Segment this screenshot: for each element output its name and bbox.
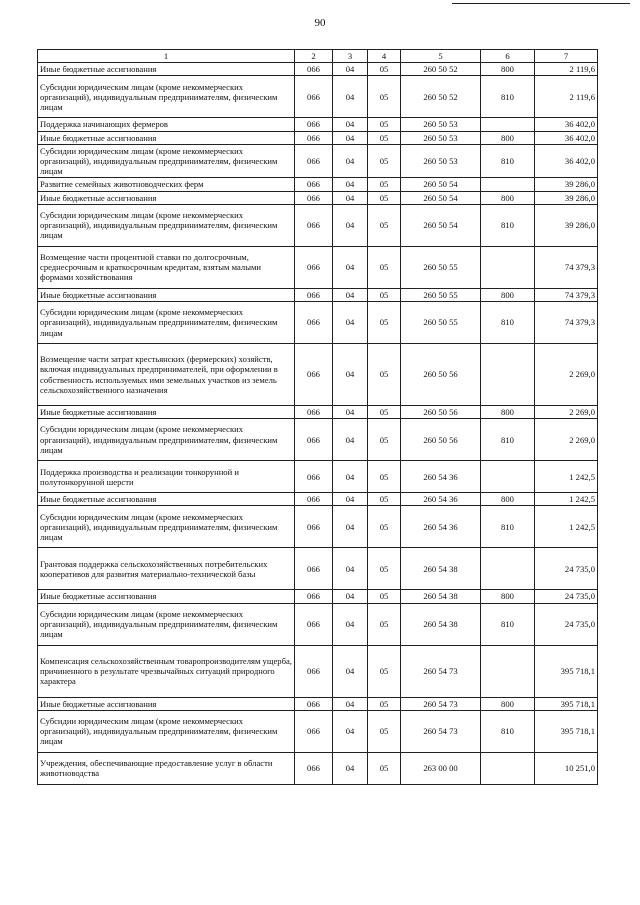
row-code-2-cell: 066	[295, 645, 333, 697]
row-code-2-cell: 066	[295, 752, 333, 784]
row-code-6-cell: 800	[481, 191, 535, 204]
row-code-2-cell: 066	[295, 288, 333, 301]
row-code-4-cell: 05	[368, 493, 401, 506]
row-code-2-cell: 066	[295, 710, 333, 752]
row-code-5-cell: 260 50 54	[401, 178, 481, 191]
row-code-2-cell: 066	[295, 461, 333, 493]
row-code-6-cell	[481, 645, 535, 697]
row-code-5-cell: 260 50 52	[401, 63, 481, 76]
row-name-cell: Иные бюджетные ассигнования	[38, 288, 295, 301]
row-code-6-cell: 810	[481, 506, 535, 548]
row-code-3-cell: 04	[333, 63, 368, 76]
row-amount-cell: 2 119,6	[535, 76, 598, 118]
row-code-3-cell: 04	[333, 344, 368, 406]
row-code-5-cell: 260 50 52	[401, 76, 481, 118]
row-name-cell: Субсидии юридическим лицам (кроме некоммерческих организаций), индивидуальным предпринимателям, физическим лицам	[38, 603, 295, 645]
row-code-6-cell: 810	[481, 419, 535, 461]
row-code-3-cell: 04	[333, 288, 368, 301]
row-code-4-cell: 05	[368, 144, 401, 178]
table-row	[38, 645, 598, 697]
row-code-4-cell: 05	[368, 302, 401, 344]
row-code-5-cell: 260 50 54	[401, 204, 481, 246]
row-name-cell: Развитие семейных животноводческих ферм	[38, 178, 295, 191]
row-code-5-cell: 260 50 53	[401, 144, 481, 178]
row-code-4-cell: 05	[368, 461, 401, 493]
row-amount-cell: 1 242,5	[535, 506, 598, 548]
row-amount-cell: 10 251,0	[535, 752, 598, 784]
table-body	[38, 63, 598, 785]
row-amount-cell: 1 242,5	[535, 493, 598, 506]
row-code-6-cell	[481, 178, 535, 191]
row-code-5-cell: 260 50 56	[401, 344, 481, 406]
row-code-5-cell: 260 54 73	[401, 710, 481, 752]
row-amount-cell: 395 718,1	[535, 645, 598, 697]
row-name-cell: Компенсация сельскохозяйственным товаропроизводителям ущерба, причиненного в результате чрезвычайных ситуаций природного характера	[38, 645, 295, 697]
table-row	[38, 697, 598, 710]
row-name-cell: Субсидии юридическим лицам (кроме некоммерческих организаций), индивидуальным предпринимателям, физическим лицам	[38, 419, 295, 461]
row-code-3-cell: 04	[333, 131, 368, 144]
row-code-2-cell: 066	[295, 144, 333, 178]
row-code-6-cell: 800	[481, 288, 535, 301]
row-amount-cell: 36 402,0	[535, 144, 598, 178]
row-name-cell: Иные бюджетные ассигнования	[38, 63, 295, 76]
table-row	[38, 288, 598, 301]
row-code-5-cell: 260 54 36	[401, 506, 481, 548]
row-name-cell: Возмещение части процентной ставки по долгосрочным, среднесрочным и краткосрочным кредитам, взятым малыми формами хозяйствования	[38, 246, 295, 288]
header-row	[38, 50, 598, 63]
row-code-6-cell: 810	[481, 302, 535, 344]
row-amount-cell: 395 718,1	[535, 697, 598, 710]
row-code-6-cell: 810	[481, 204, 535, 246]
row-code-5-cell: 260 54 36	[401, 461, 481, 493]
row-name-cell: Возмещение части затрат крестьянских (фермерских) хозяйств, включая индивидуальных предпринимателей, при оформлении в собственность используемых ими земельных участков из земель сельскохозяйственного назначения	[38, 344, 295, 406]
row-code-3-cell: 04	[333, 76, 368, 118]
row-code-5-cell: 260 50 53	[401, 131, 481, 144]
row-code-4-cell: 05	[368, 288, 401, 301]
table-row	[38, 191, 598, 204]
row-amount-cell: 36 402,0	[535, 131, 598, 144]
row-code-3-cell: 04	[333, 548, 368, 590]
row-code-5-cell: 260 50 54	[401, 191, 481, 204]
row-code-3-cell: 04	[333, 603, 368, 645]
row-name-cell: Субсидии юридическим лицам (кроме некоммерческих организаций), индивидуальным предпринимателям, физическим лицам	[38, 302, 295, 344]
row-code-4-cell: 05	[368, 590, 401, 603]
row-code-4-cell: 05	[368, 548, 401, 590]
row-code-3-cell: 04	[333, 506, 368, 548]
row-code-6-cell: 800	[481, 131, 535, 144]
row-code-4-cell: 05	[368, 603, 401, 645]
row-amount-cell: 2 119,6	[535, 63, 598, 76]
table-row	[38, 493, 598, 506]
row-code-3-cell: 04	[333, 645, 368, 697]
row-code-4-cell: 05	[368, 246, 401, 288]
row-code-4-cell: 05	[368, 76, 401, 118]
row-code-5-cell: 260 54 38	[401, 603, 481, 645]
row-name-cell: Иные бюджетные ассигнования	[38, 493, 295, 506]
row-code-2-cell: 066	[295, 419, 333, 461]
row-code-4-cell: 05	[368, 131, 401, 144]
row-name-cell: Субсидии юридическим лицам (кроме некоммерческих организаций), индивидуальным предпринимателям, физическим лицам	[38, 76, 295, 118]
row-code-2-cell: 066	[295, 603, 333, 645]
row-code-2-cell: 066	[295, 302, 333, 344]
table-row	[38, 63, 598, 76]
row-code-2-cell: 066	[295, 76, 333, 118]
row-amount-cell: 2 269,0	[535, 344, 598, 406]
row-code-6-cell: 800	[481, 590, 535, 603]
row-code-6-cell: 800	[481, 406, 535, 419]
row-amount-cell: 24 735,0	[535, 603, 598, 645]
row-code-3-cell: 04	[333, 493, 368, 506]
row-code-2-cell: 066	[295, 204, 333, 246]
row-name-cell: Иные бюджетные ассигнования	[38, 697, 295, 710]
row-code-6-cell	[481, 118, 535, 131]
column-header: 2	[295, 50, 333, 63]
row-code-6-cell: 810	[481, 710, 535, 752]
table-row	[38, 461, 598, 493]
row-code-5-cell: 260 50 56	[401, 406, 481, 419]
row-code-5-cell: 263 00 00	[401, 752, 481, 784]
row-code-3-cell: 04	[333, 419, 368, 461]
top-rule	[452, 3, 630, 4]
row-code-2-cell: 066	[295, 118, 333, 131]
row-name-cell: Субсидии юридическим лицам (кроме некоммерческих организаций), индивидуальным предпринимателям, физическим лицам	[38, 710, 295, 752]
row-code-3-cell: 04	[333, 406, 368, 419]
table-row	[38, 548, 598, 590]
row-name-cell: Иные бюджетные ассигнования	[38, 590, 295, 603]
row-code-3-cell: 04	[333, 246, 368, 288]
row-name-cell: Субсидии юридическим лицам (кроме некоммерческих организаций), индивидуальным предпринимателям, физическим лицам	[38, 506, 295, 548]
row-code-2-cell: 066	[295, 178, 333, 191]
row-code-5-cell: 260 54 36	[401, 493, 481, 506]
row-code-6-cell	[481, 461, 535, 493]
column-header: 1	[38, 50, 295, 63]
row-amount-cell: 39 286,0	[535, 204, 598, 246]
table-row	[38, 710, 598, 752]
row-code-3-cell: 04	[333, 697, 368, 710]
row-code-6-cell	[481, 246, 535, 288]
row-code-3-cell: 04	[333, 752, 368, 784]
row-code-5-cell: 260 54 73	[401, 645, 481, 697]
row-code-2-cell: 066	[295, 590, 333, 603]
row-code-6-cell: 810	[481, 603, 535, 645]
table-row	[38, 204, 598, 246]
row-code-3-cell: 04	[333, 302, 368, 344]
row-amount-cell: 24 735,0	[535, 548, 598, 590]
row-code-5-cell: 260 50 56	[401, 419, 481, 461]
row-code-2-cell: 066	[295, 344, 333, 406]
row-name-cell: Поддержка начинающих фермеров	[38, 118, 295, 131]
row-code-6-cell: 800	[481, 697, 535, 710]
row-name-cell: Иные бюджетные ассигнования	[38, 406, 295, 419]
row-code-2-cell: 066	[295, 697, 333, 710]
page-number: 90	[314, 17, 326, 29]
row-code-4-cell: 05	[368, 710, 401, 752]
row-code-6-cell	[481, 752, 535, 784]
row-amount-cell: 395 718,1	[535, 710, 598, 752]
row-amount-cell: 2 269,0	[535, 419, 598, 461]
row-code-3-cell: 04	[333, 204, 368, 246]
column-header: 3	[333, 50, 368, 63]
row-code-4-cell: 05	[368, 419, 401, 461]
row-amount-cell: 39 286,0	[535, 191, 598, 204]
row-code-4-cell: 05	[368, 506, 401, 548]
row-amount-cell: 39 286,0	[535, 178, 598, 191]
row-amount-cell: 74 379,3	[535, 302, 598, 344]
row-code-4-cell: 05	[368, 204, 401, 246]
row-code-5-cell: 260 54 38	[401, 548, 481, 590]
row-code-5-cell: 260 50 55	[401, 302, 481, 344]
column-header: 4	[368, 50, 401, 63]
table-row	[38, 246, 598, 288]
table-row	[38, 344, 598, 406]
row-code-6-cell	[481, 344, 535, 406]
table-row	[38, 603, 598, 645]
table-row	[38, 144, 598, 178]
table-row	[38, 419, 598, 461]
row-amount-cell: 24 735,0	[535, 590, 598, 603]
row-name-cell: Иные бюджетные ассигнования	[38, 191, 295, 204]
row-code-2-cell: 066	[295, 493, 333, 506]
row-code-6-cell: 810	[481, 76, 535, 118]
row-name-cell: Грантовая поддержка сельскохозяйственных потребительских кооперативов для развития материально-технической базы	[38, 548, 295, 590]
row-code-4-cell: 05	[368, 63, 401, 76]
table-row	[38, 590, 598, 603]
row-code-3-cell: 04	[333, 191, 368, 204]
row-code-5-cell: 260 50 55	[401, 246, 481, 288]
row-amount-cell: 74 379,3	[535, 288, 598, 301]
row-code-3-cell: 04	[333, 144, 368, 178]
row-code-3-cell: 04	[333, 710, 368, 752]
row-name-cell: Субсидии юридическим лицам (кроме некоммерческих организаций), индивидуальным предпринимателям, физическим лицам	[38, 204, 295, 246]
row-code-5-cell: 260 54 38	[401, 590, 481, 603]
row-code-4-cell: 05	[368, 752, 401, 784]
row-amount-cell: 2 269,0	[535, 406, 598, 419]
row-code-4-cell: 05	[368, 118, 401, 131]
table-row	[38, 302, 598, 344]
row-code-2-cell: 066	[295, 131, 333, 144]
row-code-5-cell: 260 54 73	[401, 697, 481, 710]
row-code-2-cell: 066	[295, 63, 333, 76]
row-code-4-cell: 05	[368, 178, 401, 191]
row-name-cell: Субсидии юридическим лицам (кроме некоммерческих организаций), индивидуальным предпринимателям, физическим лицам	[38, 144, 295, 178]
row-code-4-cell: 05	[368, 697, 401, 710]
column-header: 6	[481, 50, 535, 63]
row-code-3-cell: 04	[333, 590, 368, 603]
row-amount-cell: 74 379,3	[535, 246, 598, 288]
row-code-6-cell: 800	[481, 63, 535, 76]
row-code-2-cell: 066	[295, 191, 333, 204]
row-amount-cell: 36 402,0	[535, 118, 598, 131]
column-header: 7	[535, 50, 598, 63]
table-row	[38, 178, 598, 191]
table-row	[38, 131, 598, 144]
row-name-cell: Поддержка производства и реализации тонкорунной и полутонкорунной шерсти	[38, 461, 295, 493]
row-code-4-cell: 05	[368, 645, 401, 697]
row-code-3-cell: 04	[333, 461, 368, 493]
table-row	[38, 76, 598, 118]
table-row	[38, 752, 598, 784]
budget-table	[37, 49, 598, 785]
row-code-2-cell: 066	[295, 506, 333, 548]
table-row	[38, 406, 598, 419]
row-code-5-cell: 260 50 53	[401, 118, 481, 131]
row-code-6-cell: 810	[481, 144, 535, 178]
row-code-3-cell: 04	[333, 178, 368, 191]
row-name-cell: Иные бюджетные ассигнования	[38, 131, 295, 144]
row-code-6-cell: 800	[481, 493, 535, 506]
row-code-3-cell: 04	[333, 118, 368, 131]
row-name-cell: Учреждения, обеспечивающие предоставление услуг в области животноводства	[38, 752, 295, 784]
row-code-4-cell: 05	[368, 344, 401, 406]
table-row	[38, 506, 598, 548]
row-code-2-cell: 066	[295, 246, 333, 288]
row-code-2-cell: 066	[295, 406, 333, 419]
row-amount-cell: 1 242,5	[535, 461, 598, 493]
row-code-4-cell: 05	[368, 191, 401, 204]
row-code-5-cell: 260 50 55	[401, 288, 481, 301]
row-code-6-cell	[481, 548, 535, 590]
row-code-2-cell: 066	[295, 548, 333, 590]
row-code-4-cell: 05	[368, 406, 401, 419]
table-row	[38, 118, 598, 131]
column-header: 5	[401, 50, 481, 63]
